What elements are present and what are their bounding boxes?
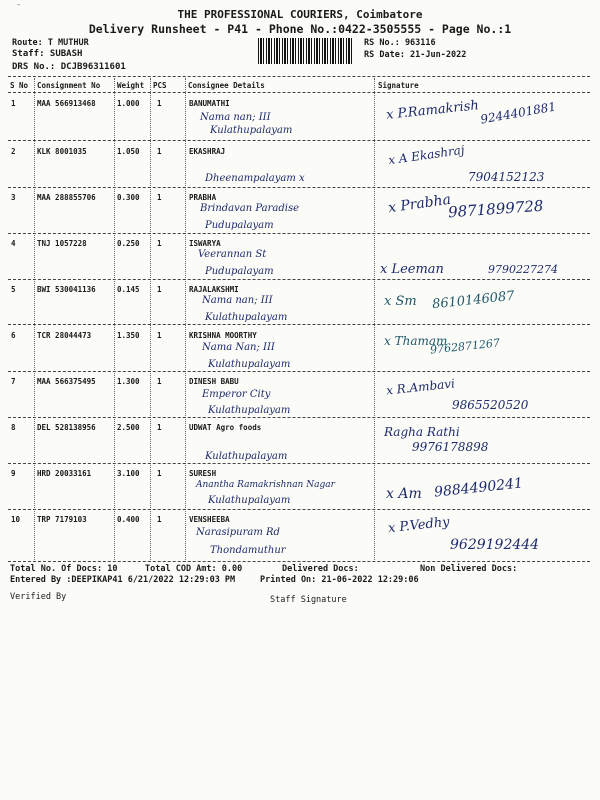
row-rule (8, 233, 590, 234)
row-consignment: DEL 528138956 (37, 423, 96, 432)
row-pcs: 1 (157, 377, 162, 386)
row-signature: x Prabha (387, 191, 452, 217)
rs-date: RS Date: 21-Jun-2022 (364, 50, 467, 60)
row-address-line2: Kulathupalayam (205, 451, 288, 462)
row-address-line1: Narasipuram Rd (196, 527, 280, 538)
row-phone: 9790227274 (488, 263, 558, 276)
row-address-line2: Kulathupalayam (208, 359, 291, 370)
row-sno: 3 (11, 193, 16, 202)
staff-label: Staff: SUBASH (12, 49, 83, 59)
row-pcs: 1 (157, 515, 162, 524)
row-phone: 7904152123 (468, 170, 545, 184)
row-phone: 9865520520 (452, 398, 529, 412)
row-weight: 0.400 (117, 515, 140, 524)
row-pcs: 1 (157, 193, 162, 202)
row-address-line2: Kulathupalayam (208, 405, 291, 416)
row-address-line1: Anantha Ramakrishnan Nagar (196, 480, 335, 490)
row-sno: 2 (11, 147, 16, 156)
route-label: Route: T MUTHUR (12, 38, 89, 48)
table-bottom-rule (8, 561, 590, 562)
scan-mark: ¯ (16, 4, 22, 14)
row-address-line2: Dheenampalayam x (205, 173, 305, 184)
header-rule (8, 92, 590, 93)
col-sno: S No (10, 81, 29, 90)
row-sno: 7 (11, 377, 16, 386)
row-consignee-name: RAJALAKSHMI (189, 285, 239, 294)
row-rule (8, 509, 590, 510)
row-address-line1: Brindavan Paradise (200, 203, 299, 214)
row-rule (8, 324, 590, 325)
row-phone: 9629192444 (450, 537, 540, 553)
row-address-line1: Emperor City (202, 389, 271, 400)
drs-label: DRS No.: DCJB96311601 (12, 62, 126, 72)
row-consignee-name: ISWARYA (189, 239, 221, 248)
row-phone: 9884490241 (433, 475, 524, 501)
row-address-line2: Pudupalayam (205, 220, 274, 231)
row-consignee-name: EKASHRAJ (189, 147, 226, 156)
runsheet-subtitle: Delivery Runsheet - P41 - Phone No.:0422-3505555 - Page No.:1 (88, 22, 512, 36)
row-signature: x Thamam (384, 334, 448, 348)
row-consignment: BWI 530041136 (37, 285, 96, 294)
row-consignment: MAA 566375495 (37, 377, 96, 386)
col-consignment: Consignment No (37, 81, 101, 90)
row-rule (8, 371, 590, 372)
row-signature: x Sm (384, 294, 417, 309)
row-weight: 1.050 (117, 147, 140, 156)
row-address-line1: Nama nan; III (200, 112, 271, 123)
barcode (258, 38, 354, 64)
row-rule (8, 417, 590, 418)
row-signature: x A Ekashraj (387, 142, 466, 168)
row-phone: 9244401881 (479, 99, 557, 127)
verified-by: Verified By (10, 592, 67, 602)
row-pcs: 1 (157, 99, 162, 108)
row-sno: 10 (11, 515, 21, 524)
row-consignee-name: PRABHA (189, 193, 217, 202)
row-pcs: 1 (157, 285, 162, 294)
total-cod: Total COD Amt: 0.00 (145, 564, 243, 574)
row-address-line2: Thondamuthur (210, 545, 286, 556)
col-rule (114, 78, 115, 562)
row-consignment: KLK 8001035 (37, 147, 87, 156)
row-sno: 4 (11, 239, 16, 248)
row-weight: 0.145 (117, 285, 140, 294)
col-weight: Weight (117, 81, 145, 90)
printed-on: Printed On: 21-06-2022 12:29:06 (260, 575, 419, 585)
row-weight: 3.100 (117, 469, 140, 478)
col-rule (34, 78, 35, 562)
row-consignment: MAA 566913468 (37, 99, 96, 108)
row-sno: 5 (11, 285, 16, 294)
row-pcs: 1 (157, 331, 162, 340)
row-pcs: 1 (157, 239, 162, 248)
col-rule (374, 78, 375, 562)
col-consignee: Consignee Details (188, 81, 265, 90)
total-docs: Total No. Of Docs: 10 (10, 564, 118, 574)
row-signature: x Leeman (380, 262, 444, 277)
col-rule (185, 78, 186, 562)
row-pcs: 1 (157, 469, 162, 478)
row-phone: 9871899728 (447, 196, 544, 222)
row-consignee-name: DINESH BABU (189, 377, 239, 386)
row-consignee-name: BANUMATHI (189, 99, 230, 108)
col-rule (150, 78, 151, 562)
row-phone: 9976178898 (412, 440, 489, 454)
row-pcs: 1 (157, 423, 162, 432)
row-address-line1: Nama Nan; III (202, 342, 275, 353)
row-signature: x Am (386, 486, 422, 502)
delivered-docs: Delivered Docs: (282, 564, 359, 574)
row-address-line1: Nama nan; III (202, 295, 273, 306)
row-consignee-name: SURESH (189, 469, 217, 478)
row-consignment: HRD 20033161 (37, 469, 92, 478)
row-signature: Ragha Rathi (384, 425, 460, 439)
row-rule (8, 187, 590, 188)
rs-no: RS No.: 963116 (364, 38, 436, 48)
row-weight: 1.000 (117, 99, 140, 108)
row-signature: x P.Ramakrish (385, 98, 480, 123)
row-sno: 9 (11, 469, 16, 478)
non-delivered-docs: Non Delivered Docs: (420, 564, 518, 574)
row-consignee-name: UDWAT Agro foods (189, 423, 262, 432)
row-phone: 9762871267 (429, 336, 501, 357)
row-consignee-name: VENSHEEBA (189, 515, 230, 524)
row-rule (8, 140, 590, 141)
row-rule (8, 279, 590, 280)
row-consignment: MAA 288855706 (37, 193, 96, 202)
entered-by: Entered By :DEEPIKAP41 6/21/2022 12:29:03 PM (10, 575, 236, 585)
company-title: THE PROFESSIONAL COURIERS, Coimbatore (177, 8, 423, 21)
row-consignee-name: KRISHNA MOORTHY (189, 331, 257, 340)
row-address-line2: Kulathupalayam (208, 495, 291, 506)
row-consignment: TRP 7179103 (37, 515, 87, 524)
row-address-line2: Pudupalayam (205, 266, 274, 277)
row-signature: x R.Ambavi (385, 376, 456, 398)
row-address-line2: Kulathupalayam (205, 312, 288, 323)
row-signature: x P.Vedhy (387, 514, 451, 537)
row-weight: 2.500 (117, 423, 140, 432)
row-sno: 1 (11, 99, 16, 108)
col-signature: Signature (378, 81, 419, 90)
staff-signature: Staff Signature (270, 595, 347, 605)
table-top-rule (8, 76, 590, 77)
row-sno: 8 (11, 423, 16, 432)
row-address-line1: Veerannan St (198, 249, 267, 260)
row-rule (8, 463, 590, 464)
row-pcs: 1 (157, 147, 162, 156)
row-consignment: TNJ 1057228 (37, 239, 87, 248)
row-consignment: TCR 28044473 (37, 331, 92, 340)
row-weight: 0.300 (117, 193, 140, 202)
row-weight: 1.300 (117, 377, 140, 386)
row-phone: 8610146087 (431, 288, 516, 313)
col-pcs: PCS (153, 81, 167, 90)
row-sno: 6 (11, 331, 16, 340)
row-weight: 0.250 (117, 239, 140, 248)
row-weight: 1.350 (117, 331, 140, 340)
row-address-line2: Kulathupalayam (210, 125, 293, 136)
